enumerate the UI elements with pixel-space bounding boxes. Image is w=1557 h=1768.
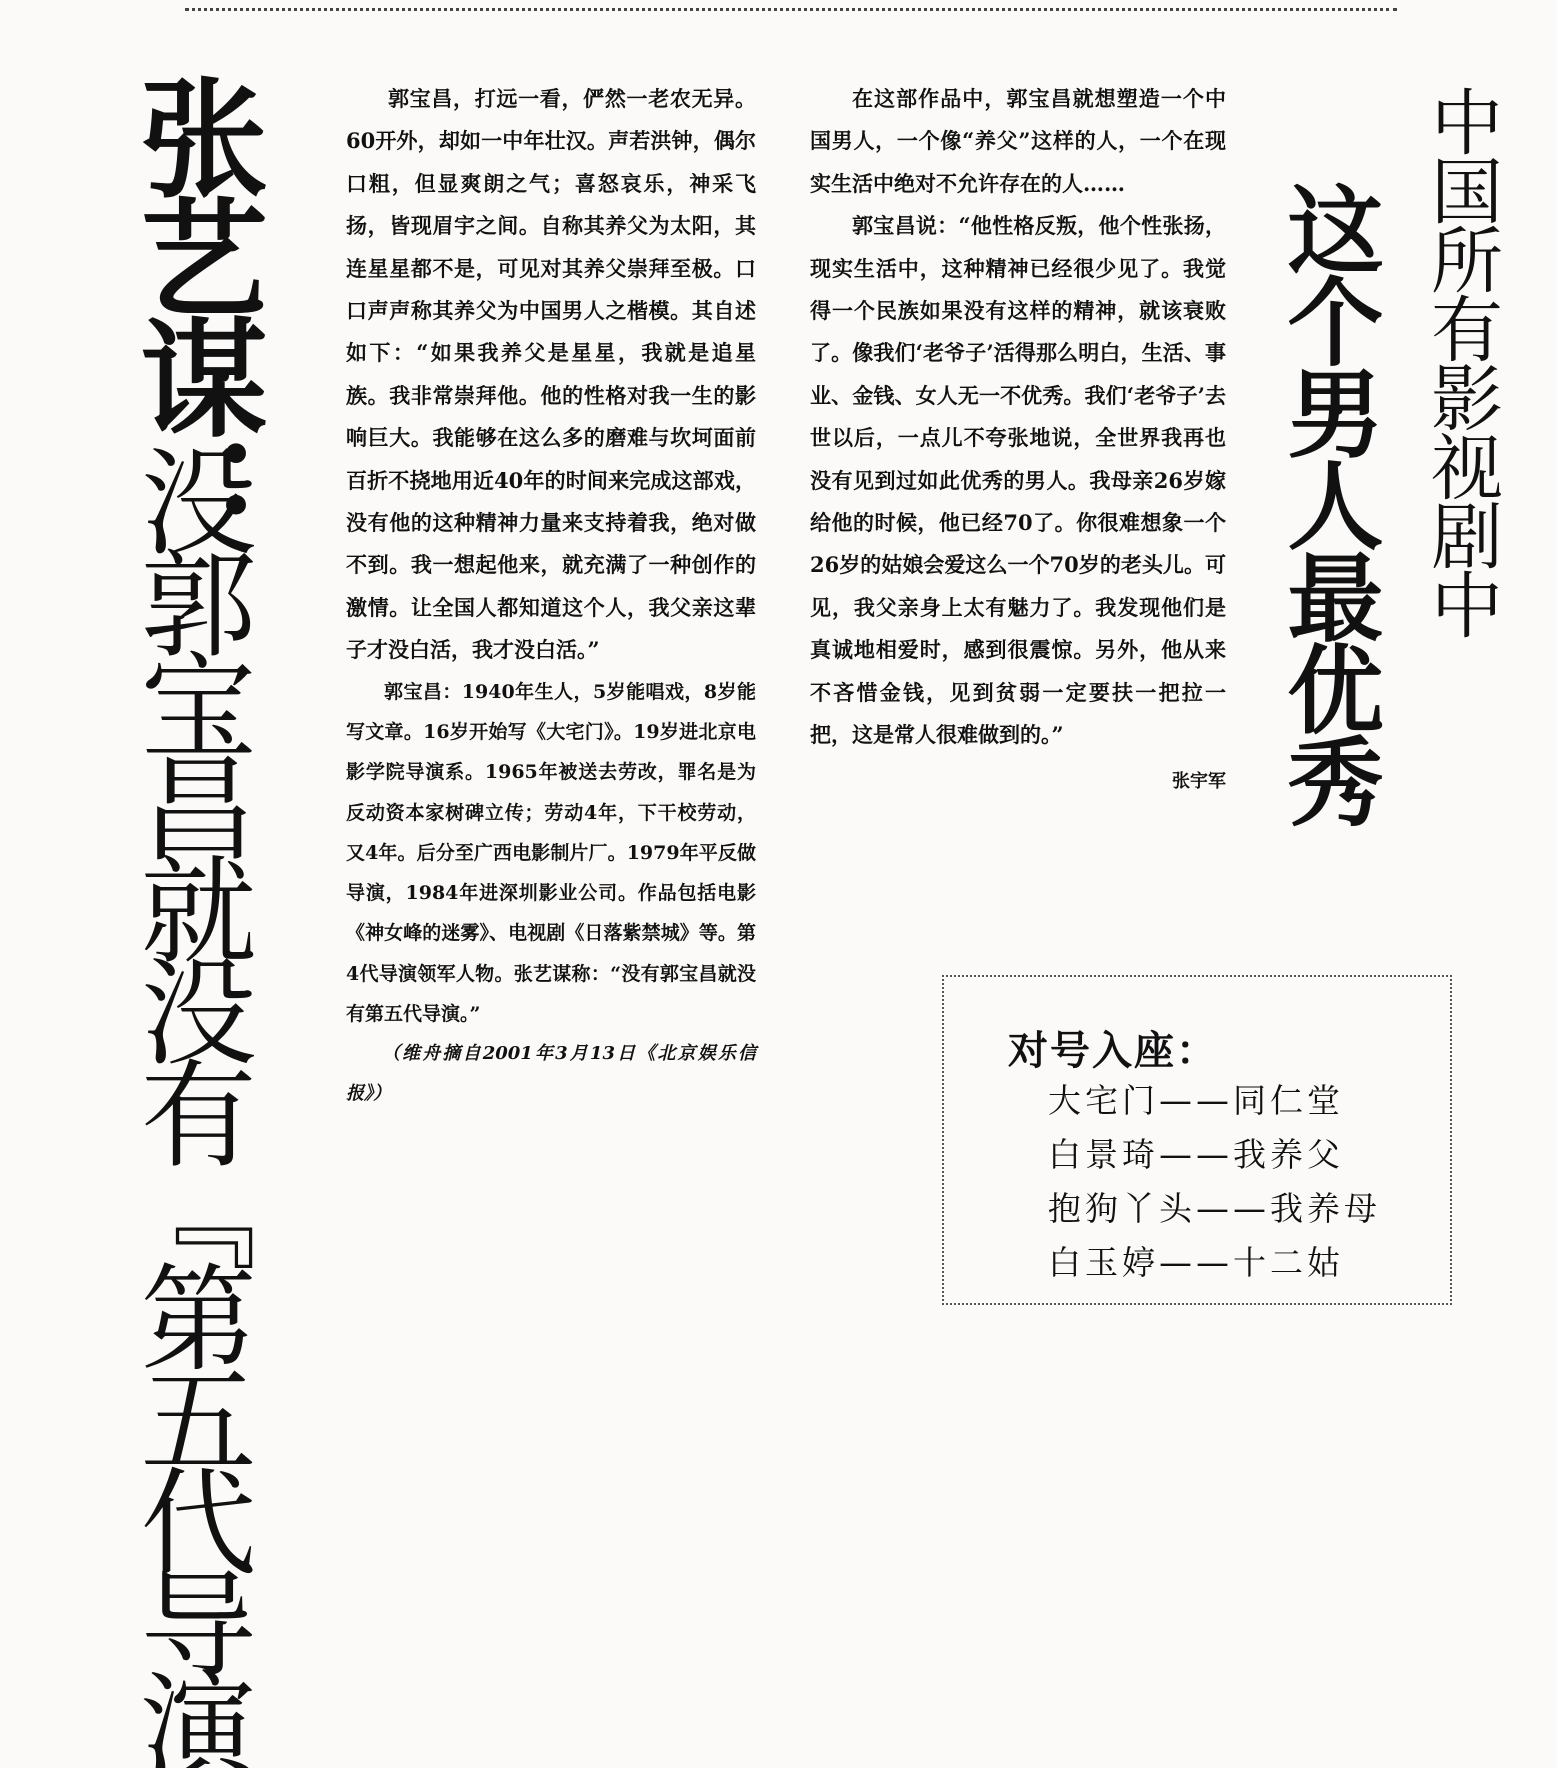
bio-paragraph: 郭宝昌：1940年生人，5岁能唱戏，8岁能写文章。16岁开始写《大宅门》。19岁进北京电影学院导演系。1965年被送去劳改，罪名是为反动资本家树碑立传；劳动4年，下干校劳动，又4年。后分至广西电影制片厂。1979年平反做导演，1984年进深圳影业公司。作品包括电影《神女峰的迷雾》、电视剧《日落紫禁城》等。第4代导演领军人物。张艺谋称：“没有郭宝昌就没有第五代导演。” [346, 680, 756, 1026]
match-box [942, 975, 1452, 1305]
author-byline: 张宇军 [1172, 770, 1226, 792]
article-paragraph: 郭宝昌说：“他性格反叛，他个性张扬，现实生活中，这种精神已经很少见了。我觉得一个民族如果没有这样的精神，就该衰败了。像我们‘老爷子’活得那么明白，生活、事业、金钱、女人无一不优秀。我们‘老爷子’去世以后，一点儿不夸张地说，全世界我再也没有见到过如此优秀的男人。我母亲26岁嫁给他的时候，他已经70了。你很难想象一个26岁的姑娘会爱这么一个70岁的老头儿。可见，我父亲身上太有魅力了。我发现他们是真诚地相爱时，感到很震惊。另外，他从来不吝惜金钱，见到贫弱一定要扶一把拉一把，这是常人很难做到的。” [810, 213, 1226, 748]
right-headline-kicker: 中国所有影视剧中 [1419, 85, 1503, 637]
match-pair: 抱狗丫头——我养母 [1048, 1189, 1381, 1228]
article-column-left [346, 78, 756, 1114]
match-box-title: 对号入座： [1008, 1028, 1218, 1074]
article-paragraph: 郭宝昌，打远一看，俨然一老农无异。60开外，却如一中年壮汉。声若洪钟，偶尔口粗，但显爽朗之气；喜怒哀乐，神采飞扬，皆现眉宇之间。自称其养父为太阳，其连星星都不是，可见对其养父崇拜至极。口口声声称其养父为中国男人之楷模。其自述如下：“如果我养父是星星，我就是追星族。我非常崇拜他。他的性格对我一生的影响巨大。我能够在这么多的磨难与坎坷面前百折不挠地用近40年的时间来完成这部戏，没有他的这种精神力量来支持着我，绝对做不到。我一想起他来，就充满了一种创作的激情。让全国人都知道这个人，我父亲这辈子才没白活，我才没白活。” [346, 86, 756, 663]
right-headline-main: 这个男人最优秀 [1272, 180, 1384, 824]
match-pair: 白玉婷——十二姑 [1048, 1243, 1344, 1282]
article-paragraph: 在这部作品中，郭宝昌就想塑造一个中国男人，一个像“养父”这样的人，一个在现实生活中绝对不允许存在的人…… [810, 86, 1226, 196]
match-pair: 白景琦——我养父 [1048, 1135, 1344, 1174]
article-column-right [810, 78, 1226, 803]
top-dotted-rule [185, 8, 1397, 11]
headline-main: 张艺谋： [118, 72, 267, 552]
headline-subtitle: 没郭宝昌就没有『第五代导演 [121, 442, 256, 1768]
match-pair: 大宅门——同仁堂 [1048, 1081, 1344, 1120]
source-note: （维舟摘自2001年3月13日《北京娱乐信报》） [346, 1043, 756, 1105]
